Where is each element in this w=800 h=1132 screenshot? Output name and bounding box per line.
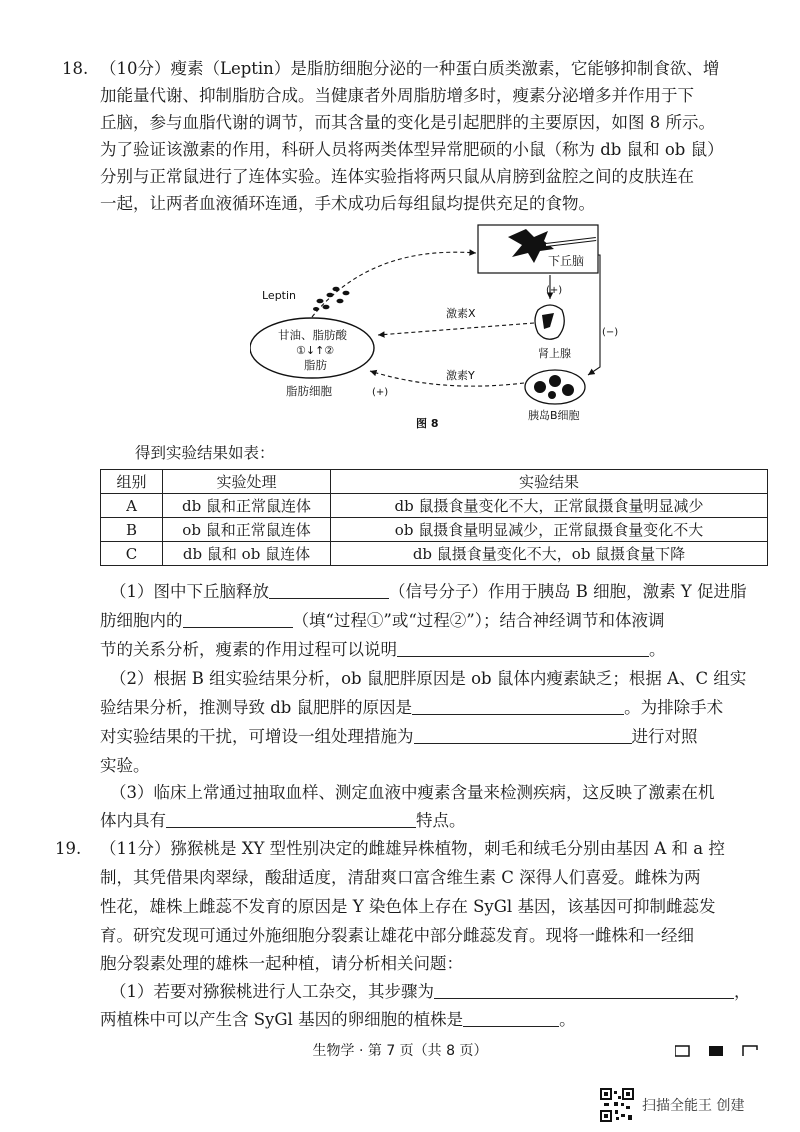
table-cell: db 鼠摄食量变化不大，正常鼠摄食量明显减少	[331, 494, 768, 518]
q19-line-4: 育。研究发现可通过外施细胞分裂素让雄花中部分雌蕊发育。现将一雌株和一经细	[100, 926, 694, 945]
table-cell: db 鼠和 ob 鼠连体	[163, 542, 331, 566]
hypothalamus-label: 下丘脑	[548, 254, 585, 268]
plus-sign-2: (+)	[372, 387, 389, 398]
adrenal-label: 肾上腺	[538, 347, 571, 360]
question-18-number: 18.	[62, 59, 89, 78]
q19-sub1-line-2: 两植株中可以产生含 SyGl 基因的卵细胞的植株是 。	[100, 1010, 576, 1029]
q18-sub1-line-3: 节的关系分析，瘦素的作用过程可以说明 。	[100, 640, 666, 659]
table-header-row	[101, 470, 768, 494]
hormone-x-label: 激素X	[446, 307, 476, 320]
q19-sub1-line-1: （1）若要对猕猴桃进行人工杂交，其步骤为 ，	[110, 982, 751, 1001]
q18-sub3-line-2: 体内具有 特点。	[100, 811, 466, 830]
answer-blank[interactable]	[183, 609, 293, 628]
q18-line-6: 一起，让两者血液循环连通，手术成功后每组鼠均提供充足的食物。	[100, 194, 595, 213]
table-cell: A	[101, 494, 163, 518]
fat-cell-text-3: 脂肪	[304, 358, 327, 372]
leptin-label: Leptin	[262, 289, 297, 302]
q19-line-3: 性花，雄株上雌蕊不发育的原因是 Y 染色体上存在 SyGl 基因，该基因可抑制雌蕊发	[100, 897, 716, 916]
q18-sub1-line-2: 肪细胞内的 （填“过程①”或“过程②”）；结合神经调节和体液调	[100, 611, 665, 630]
table-row	[101, 494, 768, 518]
table-header-cell: 实验结果	[331, 470, 768, 494]
page-footer: 生物学 · 第 7 页（共 8 页）	[312, 1043, 488, 1059]
q18-line-3: 丘脑，参与血脂代谢的调节，而其含量的变化是引起肥胖的主要原因，如图 8 所示。	[100, 113, 715, 132]
watermark-text: 扫描全能王 创建	[642, 1098, 745, 1114]
table-cell: db 鼠和正常鼠连体	[163, 494, 331, 518]
minus-sign: (−)	[602, 327, 619, 338]
q18-sub3-line-1: （3）临床上常通过抽取血样、测定血液中瘦素含量来检测疾病，这反映了激素在机	[110, 783, 715, 802]
fat-cell-label: 脂肪细胞	[286, 384, 332, 398]
scanner-watermark	[600, 1088, 744, 1122]
plus-sign-1: (+)	[546, 285, 563, 296]
answer-blank[interactable]	[412, 696, 624, 715]
table-row	[101, 542, 768, 566]
answer-blank[interactable]	[434, 980, 734, 999]
q19-line-5: 胞分裂素处理的雄株一起种植，请分析相关问题：	[100, 954, 463, 973]
table-cell: db 鼠摄食量变化不大，ob 鼠摄食量下降	[331, 542, 768, 566]
corner-marks-icon	[675, 1044, 775, 1058]
table-row	[101, 518, 768, 542]
hormone-x-arrow	[378, 323, 534, 335]
table-header-cell: 组别	[101, 470, 163, 494]
table-header-cell: 实验处理	[163, 470, 331, 494]
q19-line-2: 制，其凭借果肉翠绿，酸甜适度，清甜爽口富含维生素 C 深得人们喜爱。雌株为两	[100, 868, 701, 887]
answer-blank[interactable]	[269, 580, 389, 599]
table-cell: ob 鼠摄食量明显减少，正常鼠摄食量变化不大	[331, 518, 768, 542]
figure-8-diagram	[250, 215, 640, 430]
table-cell: B	[101, 518, 163, 542]
q18-sub1-line-1: （1）图中下丘脑释放 （信号分子）作用于胰岛 B 细胞，激素 Y 促进脂	[110, 582, 747, 601]
q18-sub2-line-2: 验结果分析，推测导致 db 鼠肥胖的原因是 。为排除手术	[100, 698, 724, 717]
table-cell: ob 鼠和正常鼠连体	[163, 518, 331, 542]
q19-line-1: （11分）猕猴桃是 XY 型性别决定的雌雄异株植物，刺毛和绒毛分别由基因 A 和 a 控	[100, 839, 725, 858]
table-cell: C	[101, 542, 163, 566]
hormone-y-label: 激素Y	[446, 369, 475, 382]
q18-line-4: 为了验证该激素的作用，科研人员将两类体型异常肥硕的小鼠（称为 db 鼠和 ob 鼠）	[100, 140, 724, 159]
answer-blank[interactable]	[414, 725, 632, 744]
q18-line-5: 分别与正常鼠进行了连体实验。连体实验指将两只鼠从肩膀到盆腔之间的皮肤连在	[100, 167, 694, 186]
q18-sub2-line-4: 实验。	[100, 756, 150, 775]
table-intro: 得到实验结果如表：	[135, 444, 275, 462]
answer-blank[interactable]	[397, 638, 649, 657]
q18-sub2-line-1: （2）根据 B 组实验结果分析，ob 鼠肥胖原因是 ob 鼠体内瘦素缺乏；根据 A、C 组实	[110, 669, 747, 688]
q18-line-1: （10分）瘦素（Leptin）是脂肪细胞分泌的一种蛋白质类激素，它能够抑制食欲、增	[100, 59, 720, 78]
q18-sub2-line-3: 对实验结果的干扰，可增设一组处理措施为 进行对照	[100, 727, 698, 746]
fat-cell-text-1: 甘油、脂肪酸	[278, 328, 347, 342]
leptin-dots-icon	[313, 287, 350, 311]
fat-cell-text-2: ①↓↑②	[296, 344, 335, 357]
qr-code-icon	[600, 1088, 634, 1122]
figure-caption: 图 8	[416, 417, 439, 430]
results-table	[100, 469, 768, 566]
islet-label: 胰岛B细胞	[528, 409, 580, 422]
answer-blank[interactable]	[166, 809, 416, 828]
answer-blank[interactable]	[463, 1008, 559, 1027]
question-19-number: 19.	[55, 839, 82, 858]
q18-line-2: 加能量代谢、抑制脂肪合成。当健康者外周脂肪增多时，瘦素分泌增多并作用于下	[100, 86, 694, 105]
